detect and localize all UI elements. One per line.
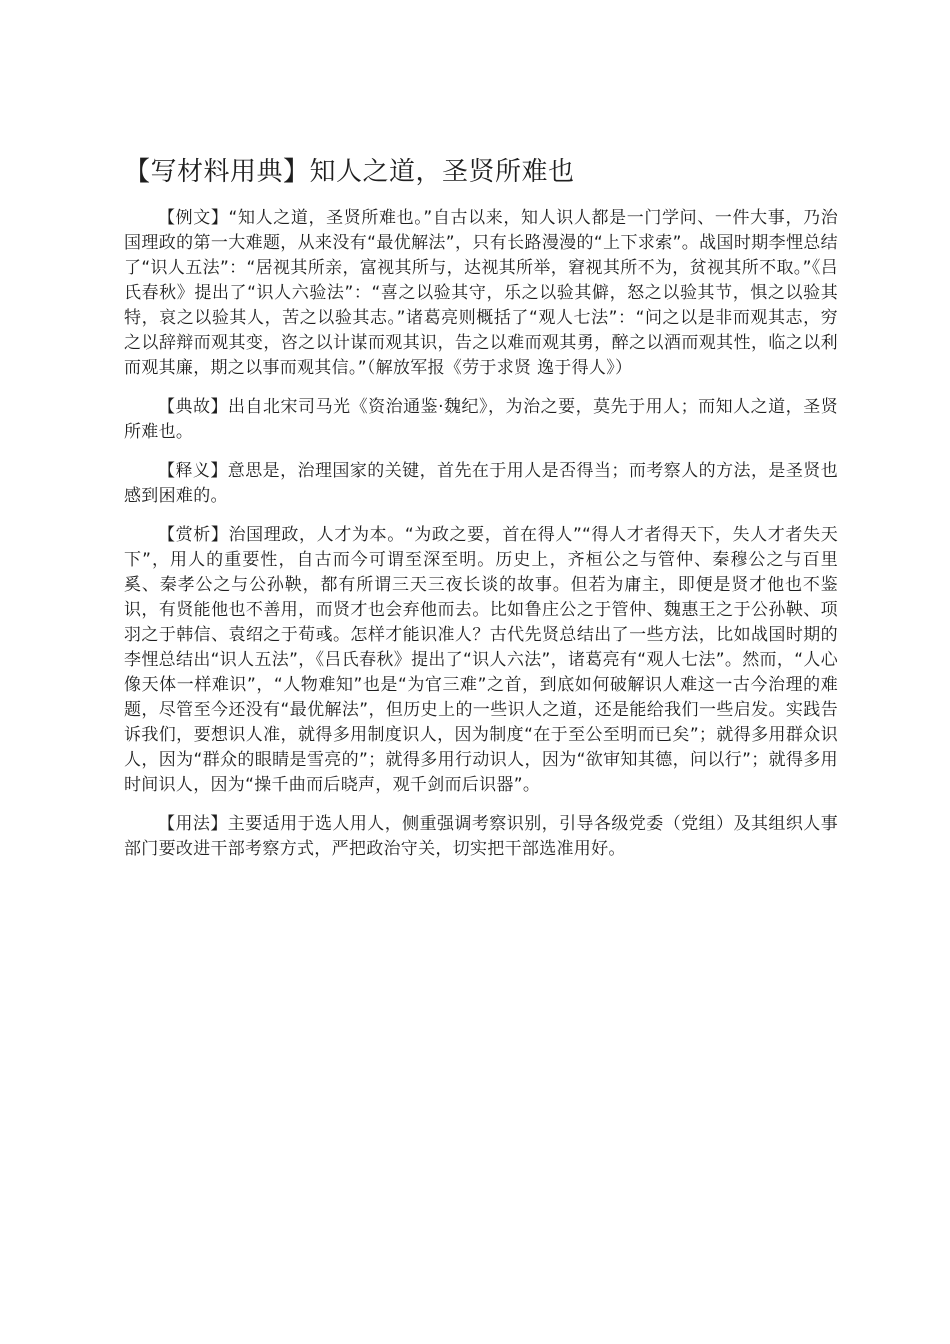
section-tag: 【释义】 [158, 461, 228, 481]
section-tag: 【用法】 [158, 814, 228, 834]
section-text: 治国理政，人才为本。“为政之要，首在得人”“得人才者得天下，失人才者失天下”，用人的重要性，自古而今可谓至深至明。历史上，齐桓公之与管仲、秦穆公之与百里奚、秦孝公之与公孙鞅，都有所谓三天三夜长谈的故事。但若为庸主，即便是贤才他也不鉴识，有贤能他也不善用，而贤才也会弃他而去。比如鲁庄公之于管仲、魏惠王之于公孙鞅、项羽之于韩信、袁绍之于荀彧。怎样才能识准人？古代先贤总结出了一些方法，比如战国时期的李悝总结出“识人五法”，《吕氏春秋》提出了“识人六法”，诸葛亮有“观人七法”。然而，“人心像天体一样难识”，“人物难知”也是“为官三难”之首，到底如何破解识人难这一古今治理的难题，尽管至今还没有“最优解法”，但历史上的一些识人之道，还是能给我们一些启发。实践告诉我们，要想识人准，就得多用制度识人，因为制度“在于至公至明而已矣”；就得多用群众识人，因为“群众的眼睛是雪亮的”；就得多用行动识人，因为“欲审知其德，问以行”；就得多用时间识人，因为“操千曲而后晓声，观千剑而后识器”。 [124, 525, 838, 795]
section-text: 意思是，治理国家的关键，首先在于用人是否得当；而考察人的方法，是圣贤也感到困难的。 [124, 461, 839, 506]
page-title: 【写材料用典】知人之道，圣贤所难也 [124, 157, 575, 187]
document-page [124, 150, 838, 876]
section-tag: 【赏析】 [158, 525, 229, 545]
section-text: “知人之道，圣贤所难也。”自古以来，知人识人都是一门学问、一件大事，乃治国理政的第一大难题，从来没有“最优解法”，只有长路漫漫的“上下求索”。战国时期李悝总结了“识人五法”：“居视其所亲，富视其所与，达视其所举，窘视其所不为，贫视其所不取。”《吕氏春秋》提出了“识人六验法”：“喜之以验其守，乐之以验其僻，怒之以验其节，惧之以验其特，哀之以验其人，苦之以验其志。”诸葛亮则概括了“观人七法”：“问之以是非而观其志，穷之以辞辩而观其变，咨之以计谋而观其识，告之以难而观其勇，醉之以酒而观其性，临之以利而观其廉，期之以事而观其信。”（解放军报《劳于求贤 逸于得人》） [124, 208, 838, 378]
section-usage [124, 812, 838, 862]
section-meaning [124, 459, 838, 509]
section-tag: 【典故】 [158, 397, 229, 417]
section-text: 主要适用于选人用人，侧重强调考察识别，引导各级党委（党组）及其组织人事部门要改进干部考察方式，严把政治守关，切实把干部选准用好。 [124, 814, 839, 859]
section-analysis [124, 523, 838, 798]
section-text: 出自北宋司马光《资治通鉴·魏纪》，为治之要，莫先于用人；而知人之道，圣贤所难也。 [124, 397, 838, 442]
section-example [124, 206, 838, 381]
section-tag: 【例文】 [158, 208, 229, 228]
section-allusion [124, 395, 838, 445]
